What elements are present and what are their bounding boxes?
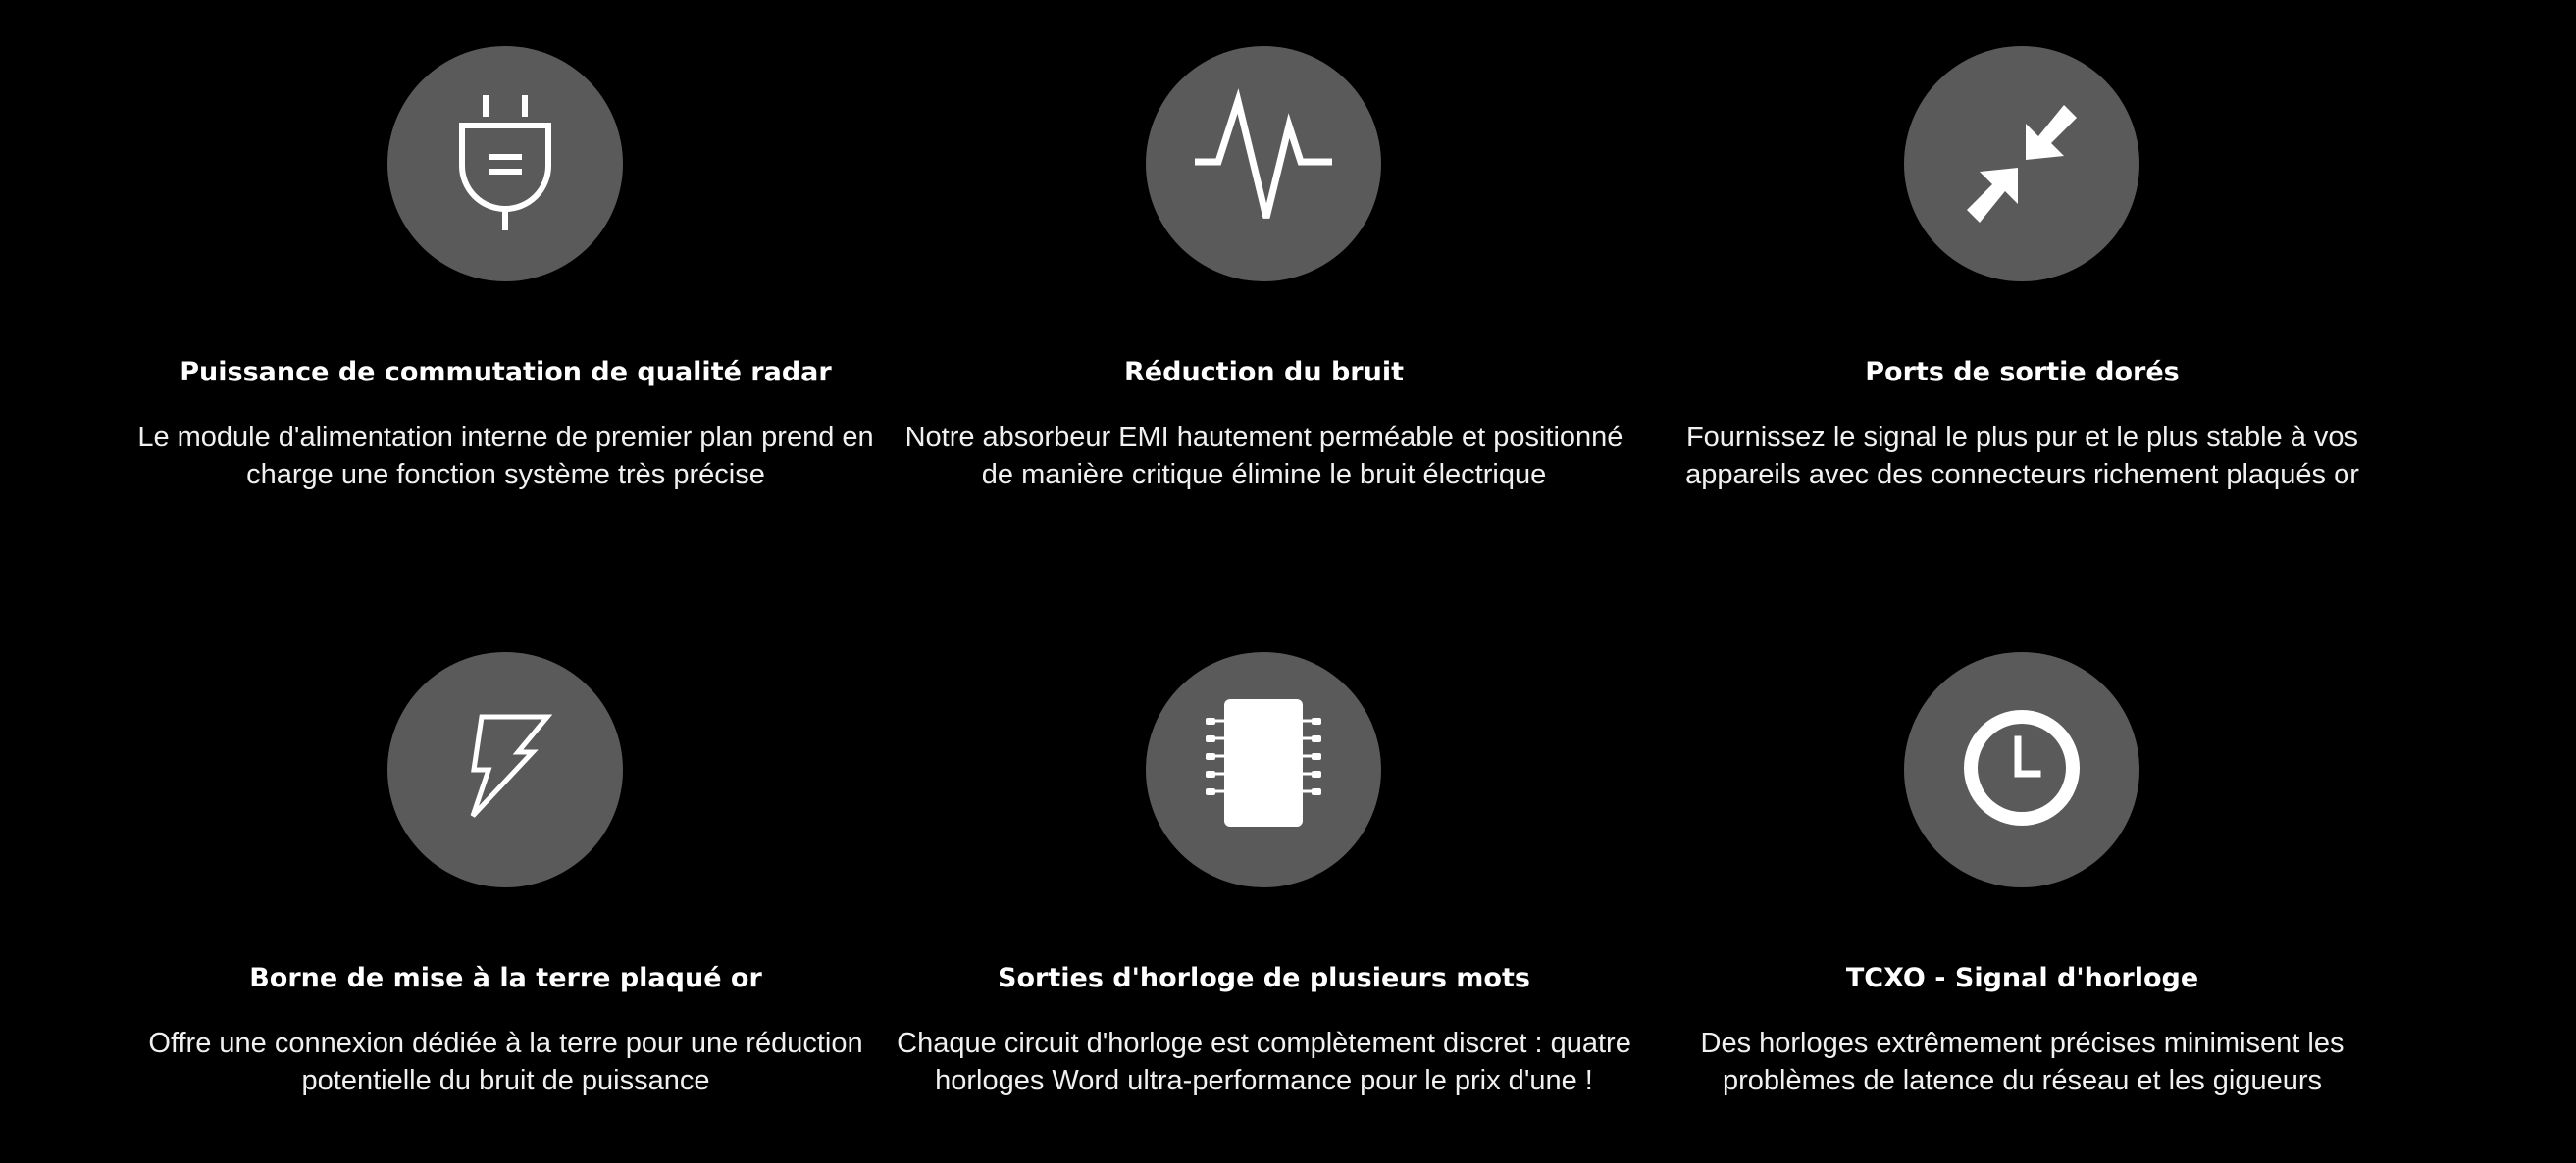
feature-tcxo-clock <box>1642 652 2402 1142</box>
feature-radar-power <box>126 46 886 536</box>
feature-description: Offre une connexion dédiée à la terre pour une réduction potentielle du bruit de puissance <box>148 1028 863 1096</box>
feature-description: Notre absorbeur EMI hautement perméable et positionné de manière critique élimine le bruit électrique <box>904 422 1623 490</box>
feature-word-clock-outputs <box>884 652 1644 1142</box>
feature-noise-reduction <box>884 46 1644 536</box>
feature-gold-ports <box>1642 46 2402 536</box>
icon-circle <box>387 46 623 281</box>
feature-title: Sorties d'horloge de plusieurs mots <box>998 963 1530 993</box>
icon-circle <box>1146 652 1381 887</box>
clock-icon <box>1904 652 2139 887</box>
icon-circle <box>1146 46 1381 281</box>
feature-ground-terminal <box>126 652 886 1142</box>
icon-circle <box>1904 46 2139 281</box>
feature-title: Réduction du bruit <box>1124 357 1404 387</box>
feature-description: Des horloges extrêmement précises minimisent les problèmes de latence du réseau et les gigueurs <box>1700 1028 2344 1096</box>
feature-title: TCXO - Signal d'horloge <box>1845 963 2199 993</box>
compress-arrows-icon <box>1904 46 2139 281</box>
feature-description: Chaque circuit d'horloge est complètement discret : quatre horloges Word ultra-performance pour le prix d'une ! <box>897 1028 1631 1096</box>
feature-title: Ports de sortie dorés <box>1865 357 2180 387</box>
waveform-icon <box>1146 46 1381 281</box>
lightning-bolt-icon <box>387 652 623 887</box>
feature-description: Fournissez le signal le plus pur et le plus stable à vos appareils avec des connecteurs richement plaqués or <box>1685 422 2359 490</box>
feature-title: Borne de mise à la terre plaqué or <box>249 963 762 993</box>
power-plug-icon <box>387 46 623 281</box>
icon-circle <box>387 652 623 887</box>
icon-circle <box>1904 652 2139 887</box>
feature-description: Le module d'alimentation interne de premier plan prend en charge une fonction système très précise <box>137 422 874 490</box>
chip-icon <box>1146 652 1381 887</box>
feature-title: Puissance de commutation de qualité radar <box>180 357 832 387</box>
